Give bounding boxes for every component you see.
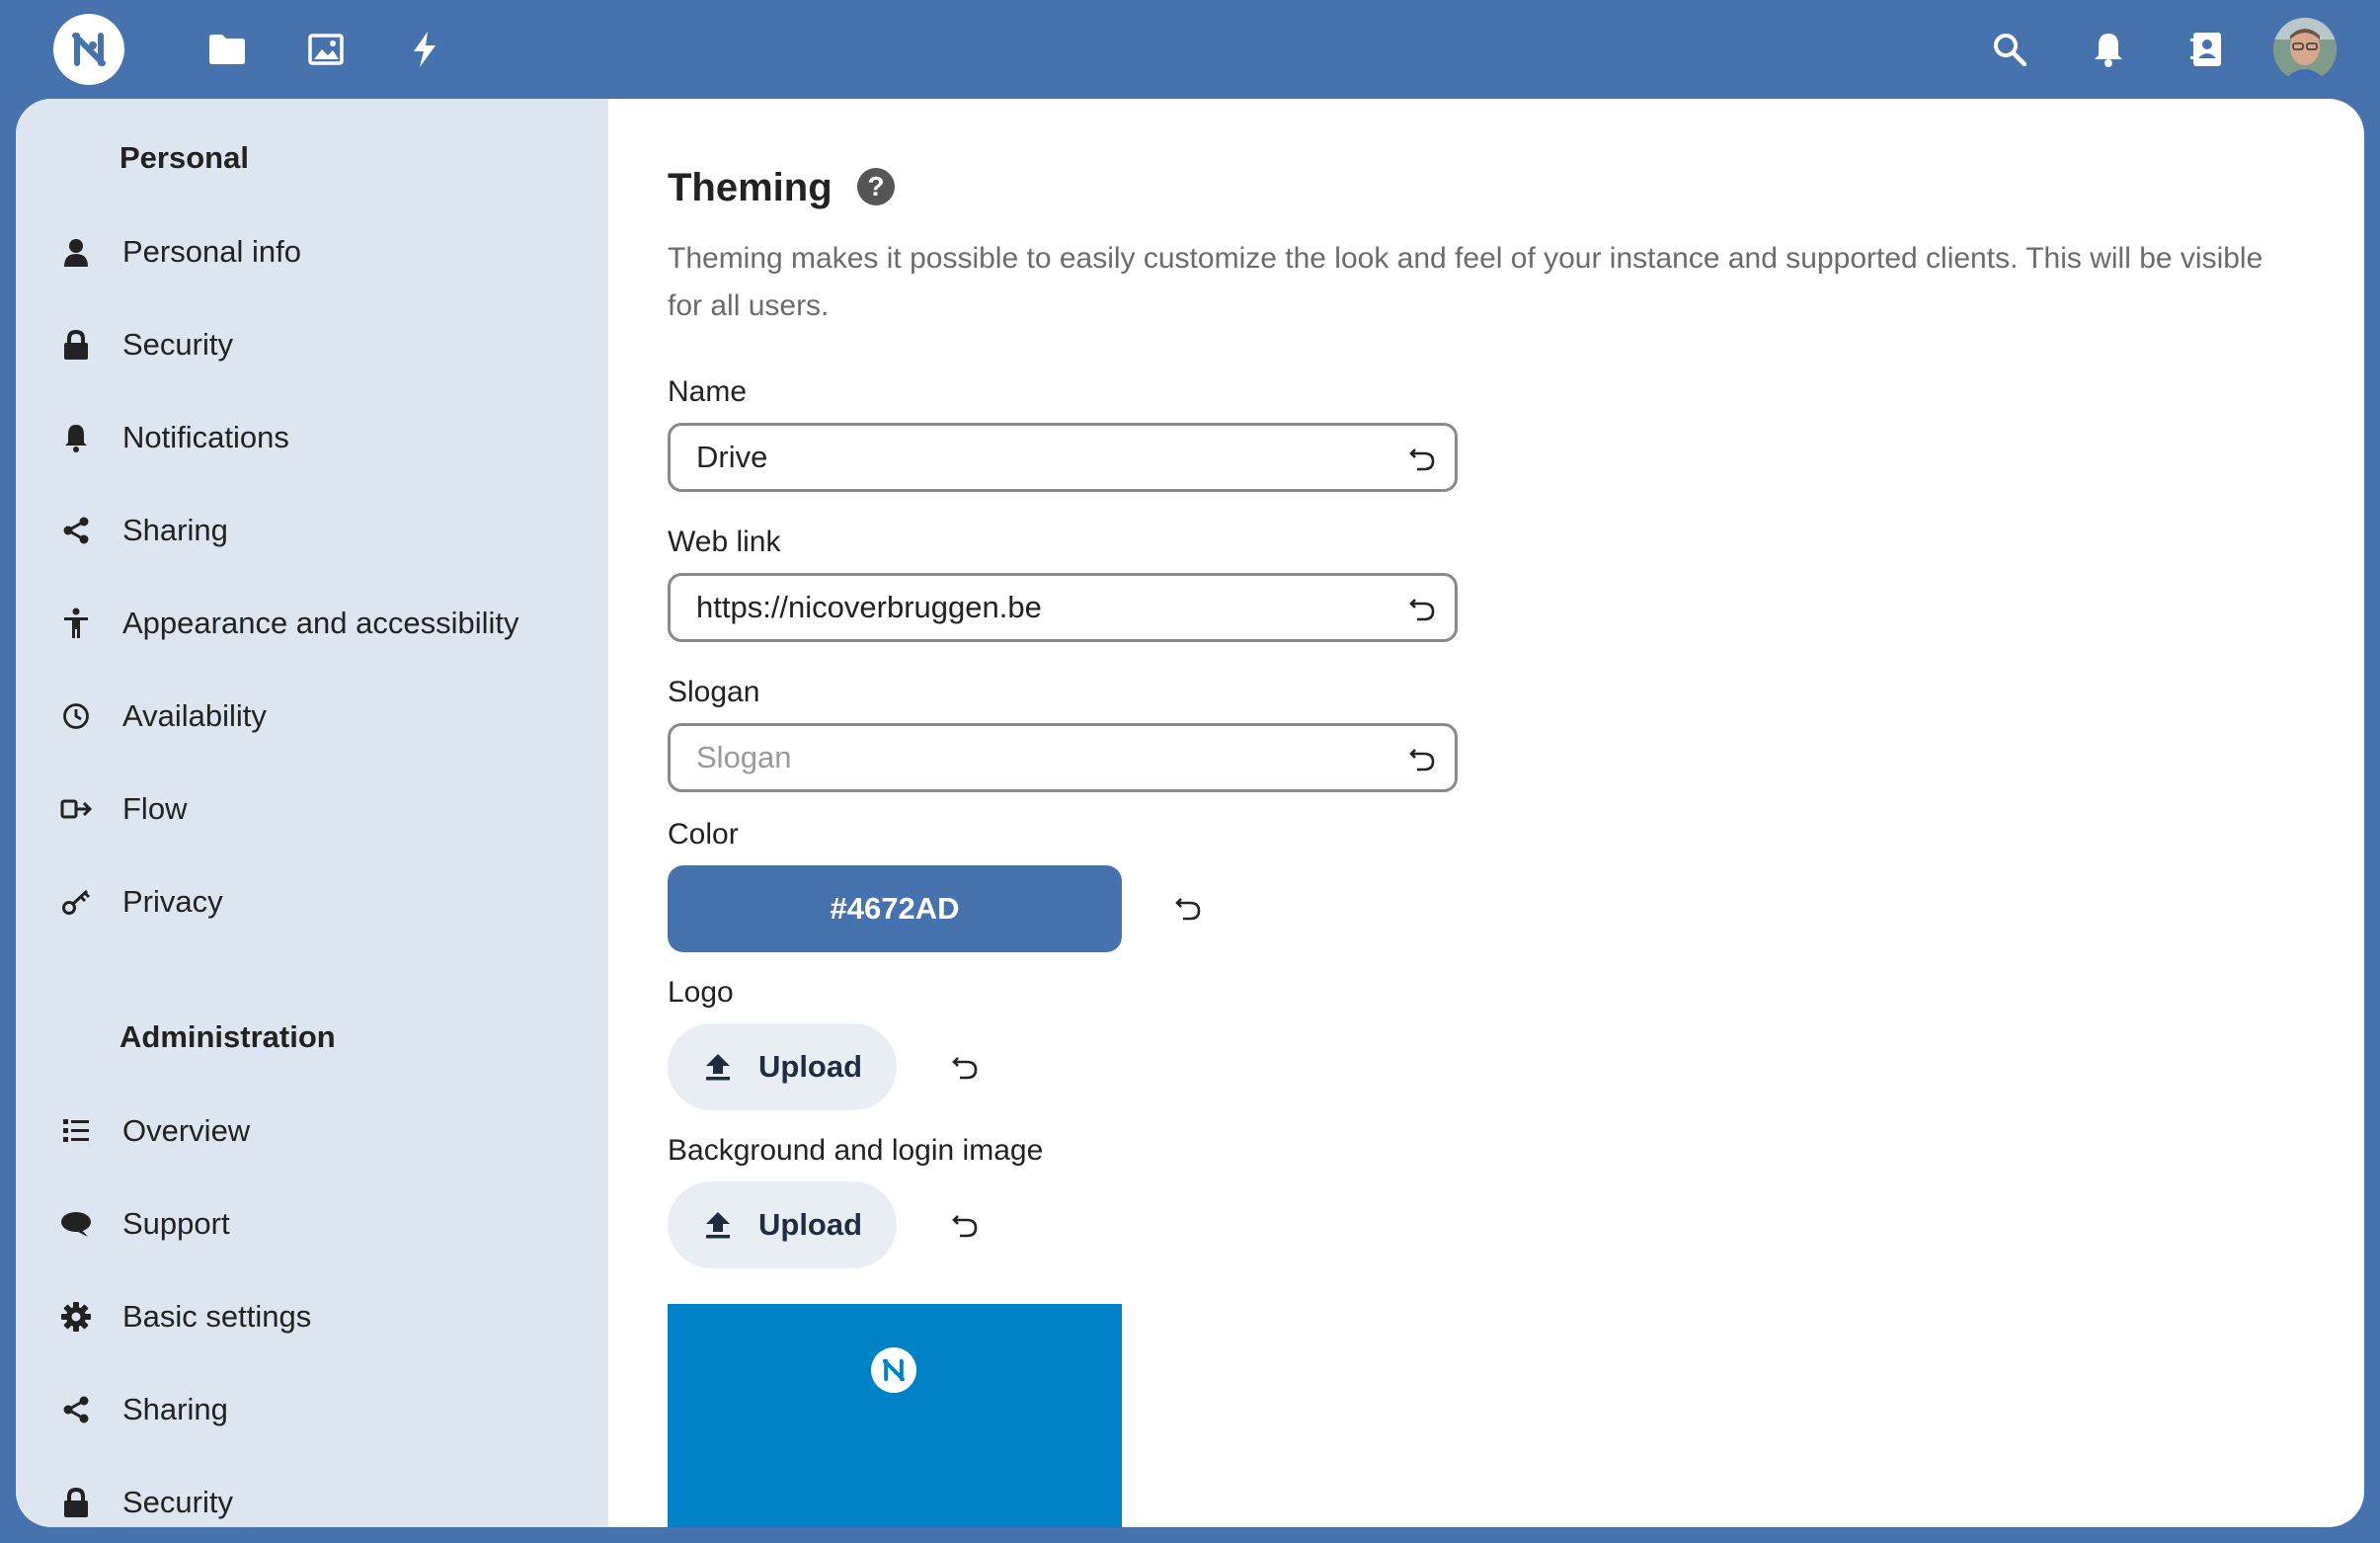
theming-description: Theming makes it possible to easily customize the look and feel of your instance and supported clients. This will be visible for all users. xyxy=(668,242,2263,322)
sidebar-item-flow[interactable] xyxy=(45,774,598,844)
weblink-field[interactable] xyxy=(668,573,1458,642)
background-label: Background and login image xyxy=(668,1134,1044,1167)
upload-icon xyxy=(701,1050,735,1084)
sidebar-item-label: Support xyxy=(122,1206,230,1241)
sidebar-item-availability[interactable] xyxy=(45,682,598,751)
search-icon[interactable] xyxy=(1986,26,2033,73)
slogan-input[interactable] xyxy=(696,740,1368,775)
contacts-icon[interactable] xyxy=(2183,26,2231,73)
sidebar-item-notifications[interactable] xyxy=(45,403,598,472)
sidebar-item-support[interactable] xyxy=(45,1189,598,1259)
sidebar-item-basic-settings[interactable] xyxy=(45,1282,598,1351)
clock-icon xyxy=(59,699,93,733)
sidebar-item-overview[interactable] xyxy=(45,1096,598,1166)
gear-icon xyxy=(59,1300,93,1334)
sidebar-item-personal-info[interactable] xyxy=(45,217,598,286)
lock-icon xyxy=(59,1486,93,1519)
sidebar-item-label: Sharing xyxy=(122,1392,228,1426)
help-icon[interactable]: ? xyxy=(857,168,895,205)
key-icon xyxy=(59,885,93,919)
sidebar-item-privacy[interactable] xyxy=(45,867,598,936)
undo-icon[interactable] xyxy=(1171,891,1205,925)
bell-icon xyxy=(59,421,93,454)
sidebar-item-admin-security[interactable] xyxy=(45,1468,598,1527)
sidebar-item-label: Availability xyxy=(122,698,267,733)
settings-card xyxy=(16,99,2364,1527)
image-icon[interactable] xyxy=(302,26,350,73)
upload-icon xyxy=(701,1208,735,1242)
name-label: Name xyxy=(668,375,748,408)
theme-preview xyxy=(668,1304,1122,1527)
list-icon xyxy=(59,1114,93,1148)
name-field[interactable] xyxy=(668,423,1458,492)
undo-icon[interactable] xyxy=(948,1208,982,1242)
administration-section-title: Administration xyxy=(119,1019,336,1054)
theming-panel xyxy=(668,99,2364,1527)
sidebar-item-admin-sharing[interactable] xyxy=(45,1375,598,1444)
weblink-label: Web link xyxy=(668,526,781,558)
user-icon xyxy=(59,235,93,269)
slogan-field[interactable] xyxy=(668,723,1458,792)
avatar[interactable] xyxy=(2273,18,2337,81)
color-picker-button[interactable]: #4672AD xyxy=(668,865,1122,952)
name-input[interactable] xyxy=(696,440,1368,475)
sidebar-item-label: Appearance and accessibility xyxy=(122,606,519,640)
sidebar-item-label: Basic settings xyxy=(122,1299,312,1334)
share-icon xyxy=(59,1393,93,1426)
undo-icon[interactable] xyxy=(1405,442,1439,475)
background-upload-button[interactable] xyxy=(668,1181,897,1268)
chat-bubble-icon xyxy=(59,1207,93,1241)
upload-label: Upload xyxy=(758,1049,863,1084)
top-header xyxy=(0,0,2380,99)
sidebar-item-label: Security xyxy=(122,1485,233,1519)
settings-sidebar xyxy=(16,99,608,1527)
nextcloud-logo-icon[interactable] xyxy=(53,14,124,85)
accessibility-icon xyxy=(59,607,93,640)
personal-section-title: Personal xyxy=(119,140,249,175)
share-icon xyxy=(59,514,93,547)
flow-icon xyxy=(59,792,93,826)
nextcloud-logo-icon xyxy=(871,1347,916,1393)
weblink-input[interactable] xyxy=(696,590,1368,625)
sidebar-item-label: Security xyxy=(122,327,233,362)
page-title: Theming xyxy=(668,166,833,209)
bell-icon[interactable] xyxy=(2085,26,2132,73)
sidebar-item-security[interactable] xyxy=(45,310,598,379)
sidebar-item-label: Flow xyxy=(122,791,188,826)
logo-label: Logo xyxy=(668,976,734,1009)
sidebar-item-label: Overview xyxy=(122,1113,251,1148)
color-label: Color xyxy=(668,818,739,851)
undo-icon[interactable] xyxy=(1405,742,1439,775)
folder-icon[interactable] xyxy=(203,26,251,73)
sidebar-item-label: Sharing xyxy=(122,513,228,547)
upload-label: Upload xyxy=(758,1207,863,1242)
sidebar-item-label: Notifications xyxy=(122,420,289,454)
lightning-icon[interactable] xyxy=(401,26,448,73)
lock-icon xyxy=(59,328,93,362)
undo-icon[interactable] xyxy=(948,1050,982,1084)
sidebar-item-label: Privacy xyxy=(122,884,223,919)
undo-icon[interactable] xyxy=(1405,592,1439,625)
sidebar-item-sharing[interactable] xyxy=(45,496,598,565)
slogan-label: Slogan xyxy=(668,676,760,708)
logo-upload-button[interactable] xyxy=(668,1023,897,1110)
sidebar-item-appearance[interactable] xyxy=(45,589,598,658)
sidebar-item-label: Personal info xyxy=(122,234,301,269)
